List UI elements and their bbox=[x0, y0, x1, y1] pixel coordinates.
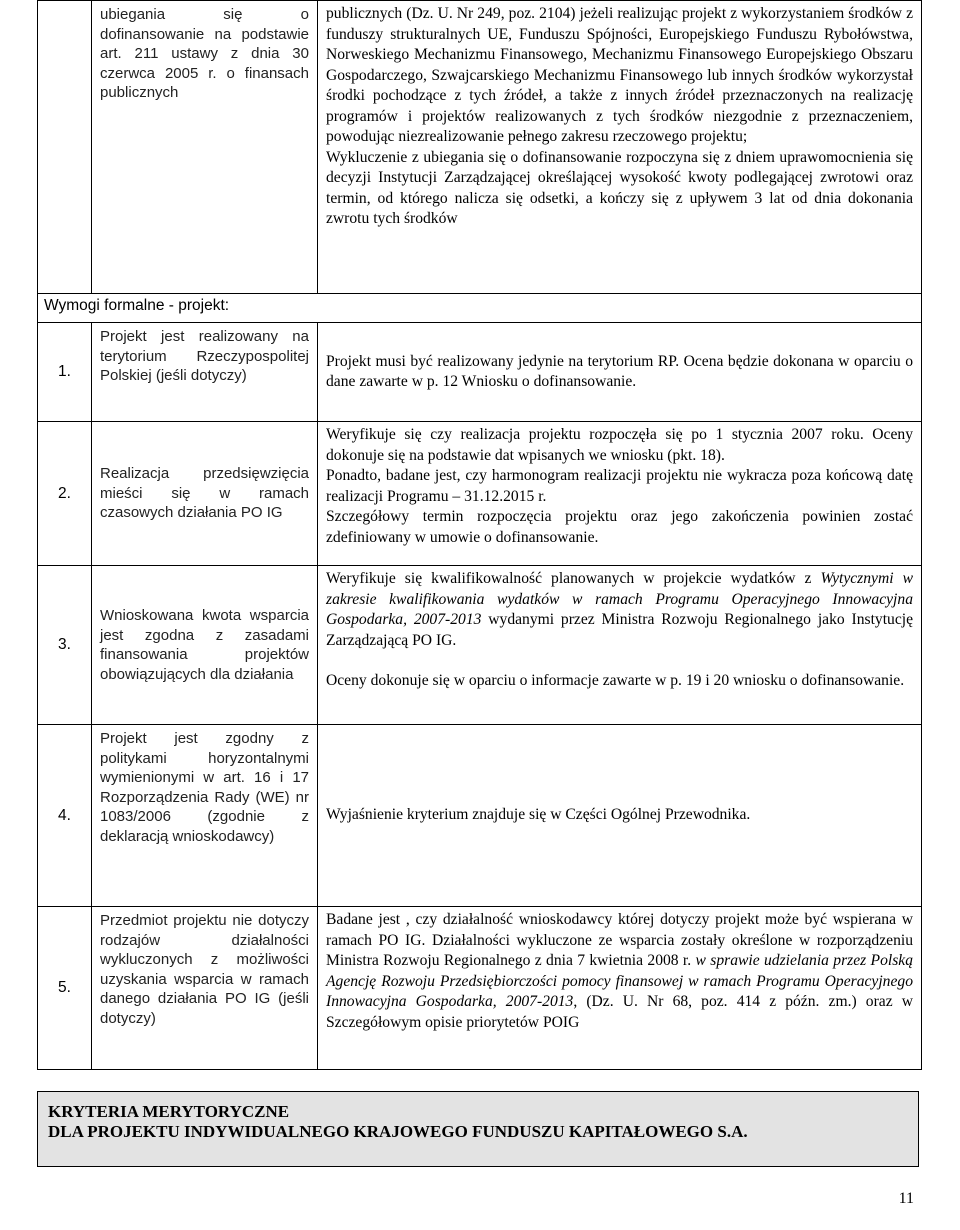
criterion-name-text: ubiegania się o dofinansowanie na podstawie art. 211 ustawy z dnia 30 czerwca 2005 r. o finansach publicznych bbox=[100, 6, 309, 101]
description-paragraph: Projekt musi być realizowany jedynie na terytorium RP. Ocena będzie dokonana w oparciu o dane zawarte w p. 12 Wniosku o dofinansowanie. bbox=[326, 352, 913, 390]
description-paragraph: Szczegółowy termin rozpoczęcia projektu oraz jego zakończenia powinien zostać zdefiniowany w umowie o dofinansowanie. bbox=[326, 508, 913, 546]
table-row bbox=[38, 1, 922, 294]
criterion-name: Projekt jest zgodny z politykami horyzontalnymi wymienionymi w art. 16 i 17 Rozporządzenia Rady (WE) nr 1083/2006 (zgodnie z deklaracją wnioskodawcy) bbox=[92, 725, 318, 907]
row-number: 2. bbox=[38, 422, 92, 566]
criterion-name-text: Wnioskowana kwota wsparcia jest zgodna z zasadami finansowania projektów obowiązujących dla działania bbox=[100, 607, 309, 683]
criterion-description bbox=[318, 1, 922, 294]
criterion-name bbox=[92, 566, 318, 725]
heading-line: KRYTERIA MERYTORYCZNE bbox=[48, 1102, 290, 1121]
section-heading: Wymogi formalne - projekt: bbox=[38, 294, 922, 323]
table-row bbox=[38, 907, 922, 1070]
page-number: 11 bbox=[898, 1190, 914, 1207]
table-row bbox=[38, 422, 922, 566]
description-text: , (Dz. U. Nr 68, poz. 414 z późn. zm.) oraz w Szczegółowym opisie priorytetów POIG bbox=[326, 993, 913, 1031]
criterion-name bbox=[92, 422, 318, 566]
description-text: Badane jest , czy działalność wnioskodawcy której dotyczy projekt może być wspierana w ramach PO IG. Działalności wykluczone ze wsparcia zostały określone w rozporządzeniu Ministra Rozwoju Regionalnego z dnia 7 kwietnia 2008 r. bbox=[326, 911, 913, 969]
description-paragraph: publicznych (Dz. U. Nr 249, poz. 2104) jeżeli realizując projekt z wykorzystaniem środków z funduszy strukturalnych UE, Funduszu Spójności, Europejskiego Funduszu Rybołówstwa, Norweskiego Mechanizmu Finansowego, Mechanizmu Finansowego Europejskiego Obszaru Gospodarczego, Szwajcarskiego Mechanizmu Finansowego lub innych środków wykorzystał środki pochodzące z tych źródeł, a także z innych źródeł przeznaczonych na realizację programów i projektów realizowanych z tych środków niezgodnie z przeznaczeniem, powodując niezrealizowanie pełnego zakresu rzeczowego projektu; bbox=[326, 5, 913, 145]
row-number bbox=[38, 1, 92, 294]
description-italic: Wytycznymi w zakresie kwalifikowania wydatków w ramach Programu Operacyjnego Innowacyjna Gospodarka, 2007-2013 bbox=[326, 570, 914, 628]
merit-criteria-heading bbox=[37, 1091, 919, 1167]
description-paragraph bbox=[326, 569, 913, 651]
description-paragraph: Ponadto, badane jest, czy harmonogram realizacji projektu nie wykracza poza końcową datę realizacji Programu – 31.12.2015 r. bbox=[326, 467, 913, 505]
heading-line: DLA PROJEKTU INDYWIDUALNEGO KRAJOWEGO FUNDUSZU KAPITAŁOWEGO S.A. bbox=[48, 1122, 748, 1141]
description-paragraph: Weryfikuje się czy realizacja projektu rozpoczęła się po 1 stycznia 2007 roku. Oceny dokonuje się na podstawie dat wpisanych we wniosku (pkt. 18). bbox=[326, 426, 913, 464]
description-paragraph: Wykluczenie z ubiegania się o dofinansowanie rozpoczyna się z dniem uprawomocnienia się decyzji Instytucji Zarządzającej określającej wysokość kwoty podlegającej zwrotowi oraz termin, od którego nalicza się odsetki, a kończy się z upływem 3 lat od dnia dokonania zwrotu tych środków bbox=[326, 148, 913, 227]
criteria-table bbox=[37, 0, 922, 1070]
row-number: 1. bbox=[38, 323, 92, 422]
description-paragraph: Wyjaśnienie kryterium znajduje się w Części Ogólnej Przewodnika. bbox=[326, 806, 751, 824]
table-row bbox=[38, 323, 922, 422]
criterion-name-text: Realizacja przedsięwzięcia mieści się w ramach czasowych działania PO IG bbox=[100, 465, 309, 522]
criterion-name bbox=[92, 1, 318, 294]
criterion-name: Projekt jest realizowany na terytorium Rzeczypospolitej Polskiej (jeśli dotyczy) bbox=[92, 323, 318, 422]
row-number: 5. bbox=[38, 907, 92, 1070]
row-number: 4. bbox=[38, 725, 92, 907]
criterion-description bbox=[318, 725, 922, 907]
criterion-description bbox=[318, 422, 922, 566]
description-paragraph: Oceny dokonuje się w oparciu o informacje zawarte w p. 19 i 20 wniosku o dofinansowanie. bbox=[326, 672, 905, 689]
description-text: Weryfikuje się kwalifikowalność planowanych w projekcie wydatków z bbox=[326, 570, 821, 587]
criterion-name: Przedmiot projektu nie dotyczy rodzajów działalności wykluczonych z możliwości uzyskania wsparcia w ramach danego działania PO IG (jeśli dotyczy) bbox=[92, 907, 318, 1070]
row-number: 3. bbox=[38, 566, 92, 725]
criterion-description bbox=[318, 566, 922, 725]
section-heading-row bbox=[38, 294, 922, 323]
description-paragraph bbox=[326, 910, 913, 1033]
criterion-description bbox=[318, 907, 922, 1070]
criterion-description bbox=[318, 323, 922, 422]
table-row bbox=[38, 725, 922, 907]
description-italic: w sprawie udzielania przez Polską Agencję Rozwoju Przedsiębiorczości pomocy finansowej w ramach Programu Operacyjnego Innowacyjna Gospodarka, 2007-2013 bbox=[326, 952, 914, 1010]
table-row bbox=[38, 566, 922, 725]
description-text: wydanymi przez Ministra Rozwoju Regionalnego jako Instytucję Zarządzającą PO IG. bbox=[326, 611, 913, 649]
